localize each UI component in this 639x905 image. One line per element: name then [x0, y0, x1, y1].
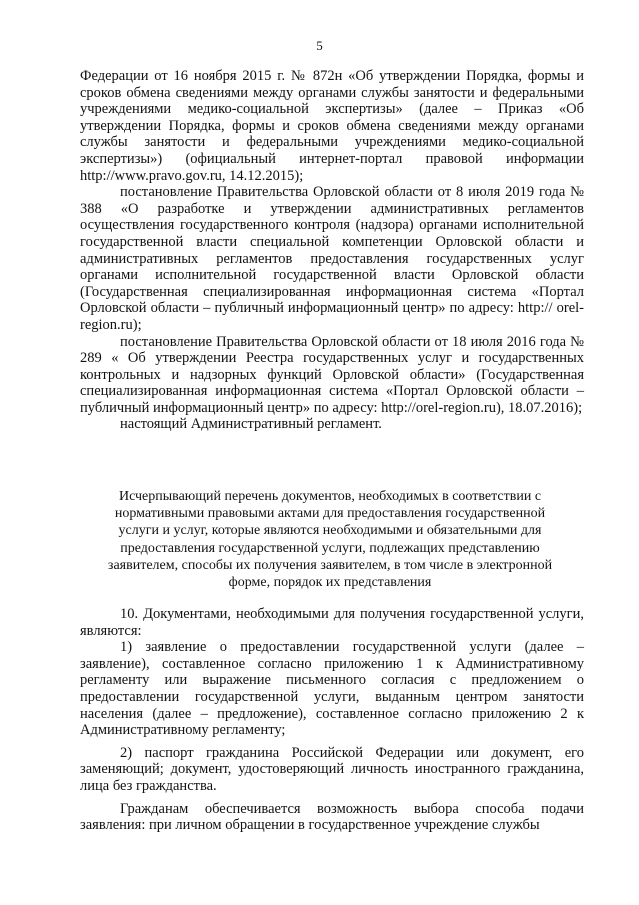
- section-heading-text: Исчерпывающий перечень документов, необходимых в соответствии с нормативными правовыми актами для предоставления государственной услуги и услуг, которые являются необходимыми и обязательными для предоставления государственной услуги, подлежащих представлению заявителем, способы их получения заявителем, в том числе в электронной форме, порядок их представления: [107, 489, 553, 591]
- paragraph-order-872n: Федерации от 16 ноября 2015 г. № 872н «Об утверждении Порядка, формы и сроков обмена сведениями между органами службы занятости и федеральными учреждениями медико-социальной экспертизы» (далее – Приказ «Об утверждении Порядка, формы и сроков обмена сведениями между органами службы занятости и федеральными учреждениями медико-социальной экспертизы») (официальный интернет-портал правовой информации http://www.pravo.gov.ru, 14.12.2015);: [80, 68, 584, 184]
- paragraph-resolution-388: постановление Правительства Орловской области от 8 июля 2019 года № 388 «О разработке и утверждении административных регламентов осуществления государственного контроля (надзора) органами исполнительной государственной власти специальной компетенции Орловской области и административных регламентов предоставления государственных услуг органами исполнительной государственной власти Орловской области (Государственная специализированная информационная система «Портал Орловской области – публичный информационный центр» по адресу: http:// orel-region.ru);: [80, 184, 584, 333]
- paragraph-item-2: 2) паспорт гражданина Российской Федерации или документ, его заменяющий; документ, удостоверяющий личность иностранного гражданина, лица без гражданства.: [80, 744, 584, 794]
- paragraph-resolution-289: постановление Правительства Орловской области от 18 июля 2016 года № 289 « Об утверждении Реестра государственных услуг и государственных контрольных и надзорных функций Орловской области» (Государственная специализированная информационная система «Портал Орловской области – публичный информационный центр» по адресу: http://orel-region.ru), 18.07.2016);: [80, 333, 584, 416]
- paragraph-submission-choice: Гражданам обеспечивается возможность выбора способа подачи заявления: при личном обращении в государственное учреждение службы: [80, 800, 584, 834]
- paragraph-item-10: 10. Документами, необходимыми для получения государственной услуги, являются:: [80, 606, 584, 639]
- section-heading: [100, 488, 560, 591]
- paragraph-admin-regulation: настоящий Административный регламент.: [120, 416, 382, 433]
- page-number: 5: [316, 38, 323, 53]
- paragraph-item-1: 1) заявление о предоставлении государственной услуги (далее – заявление), составленное согласно приложению 1 к Административному регламенту или выражение письменного согласия с предложением о предоставлении государственной услуги, выданным центром занятости населения (далее – предложение), составленное согласно приложению 2 к Административному регламенту;: [80, 639, 584, 739]
- body-text-bottom: [80, 606, 584, 834]
- body-text-top: [80, 68, 584, 433]
